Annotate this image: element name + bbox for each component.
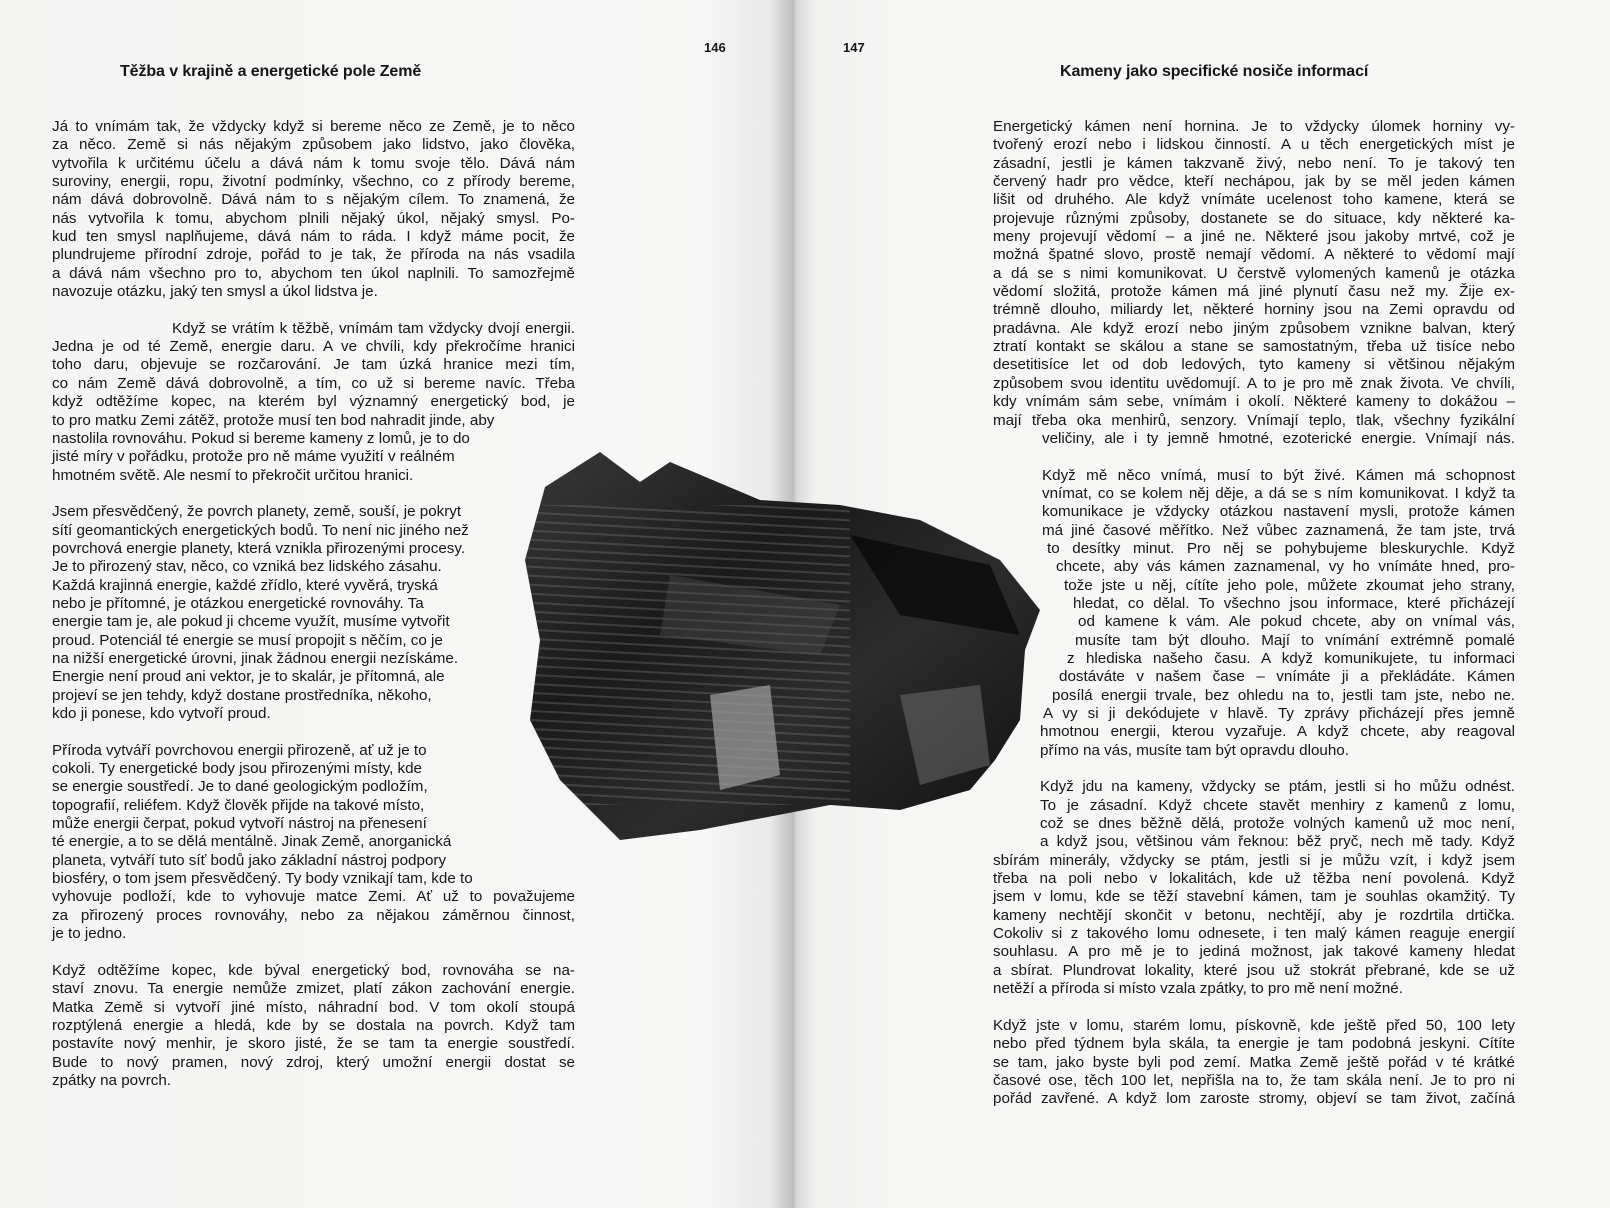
text-line: Příroda vytváří povrchovou energii přirozeně, ať už je to [52,741,427,759]
text-line: desetitisíce let od dob ledových, tyto kameny si většinou nějakým [993,356,1515,374]
text-line: povrchová energie planety, která vznikla přirozenými procesy. [52,539,466,557]
text-line: souhlasu. A pro mě je to jediná možnost, jak takové kameny hledat [993,943,1515,961]
text-line: kdy vnímám sám sebe, vnímám i okolí. Některé kameny to dokážou – [993,393,1515,411]
text-line: třeba na poli nebo v lokalitách, kde už těžba není povolená. Když [993,870,1515,888]
text-line: a když jsou, většinou vám řeknou: běž pryč, nech mě tady. Když [1040,833,1515,851]
page-number-right: 147 [843,40,865,55]
text-line: toho daru, objevuje se rozčarování. Je tam úzká hranice mezi tím, [52,356,575,374]
text-line: se tam, jako byste byli pod zemí. Matka Země ještě pořád v té krátké [993,1053,1515,1071]
text-line: za přirozený proces rovnováhy, nebo za nějakou záměrnou činnost, [52,906,575,924]
text-line: Cokoliv si z takového lomu odnesete, i ten malý kámen reaguje energií [993,925,1515,943]
text-line: tože jste u něj, cítíte jeho pole, můžete zkoumat jeho strany, [1064,576,1515,594]
text-line: chcete, aby vás kámen zaznamenal, vy ho vnímáte hned, pro- [1056,558,1515,576]
text-line: od kamene k vám. Ale pokud chcete, aby on vnímal vás, [1078,613,1515,631]
text-line: Když se vrátím k těžbě, vnímám tam vždycky dvojí energii. [172,319,575,337]
text-line: vnímat, co se kolem něj děje, a dá se s ním komunikovat. I když ta [1042,484,1515,502]
text-line: zásadní, jestli je kámen takzvaně živý, nebo není. To je takový ten [993,154,1515,172]
text-line: a dá se s nimi komunikovat. U čerstvě vylomených kamenů je otázka [993,264,1515,282]
text-line: meny projevují vědomí – a jiné ne. Některé jsou jakoby mrtvé, což je [993,228,1515,246]
text-line: Jedna je od té Země, energie daru. A ve chvíli, kdy překročíme hranici [52,338,575,356]
text-line: topografií, reliéfem. Když člověk přijde na takové místo, [52,796,425,814]
text-line: možná špatné slovo, prostě nemají vědomí. A některé to vědomí mají [993,246,1515,264]
text-line: plundrujeme přírodní zdroje, pořád to je tak, že příroda na nás vsadila [52,246,575,264]
text-line: veličiny, ale i ty jemně hmotné, ezoterické energie. Vnímají nás. [1042,429,1515,447]
text-line: nás vytvořila k tomu, abychom plnili nějaký úkol, nějaký smysl. Po- [52,209,575,227]
text-line: Každá krajinná energie, každé zřídlo, které vyvěrá, tryská [52,576,438,594]
text-line: komunikace je vždycky otázkou nastavení mysli, protože kámen [1042,503,1515,521]
text-line: když odtěžíme kopec, na kterém byl významný energetický bod, je [52,393,575,411]
text-line: navozuje otázku, jaký ten smysl a úkol lidstva je. [52,283,378,301]
text-line: biosféry, o tom jsem přesvědčený. Ty body vznikají tam, kde to [52,870,473,888]
text-line: té energie, a to se dělá mentálně. Jinak Země, anorganická [52,833,452,851]
text-line: sítí geomantických energetických bodů. To není nic jiného než [52,521,469,539]
text-line: časové ose, těch 100 let, nepřišla na to, že tam skála není. Je to pro ni [993,1071,1515,1089]
text-line: co nám Země dává dobrovolně, a tím, co už si bereme navíc. Třeba [52,374,575,392]
text-line: přímo na vás, musíte tam být opravdu dlouho. [1040,741,1349,759]
text-line: to pro matku Zemi zátěž, protože musí ten bod nahradit jinde, aby [52,411,495,429]
right-page-text [993,118,1515,1109]
text-line: energie tam je, ale pokud ji chceme využít, musíme vytvořit [52,613,450,631]
text-line: rozptýlená energie a hledá, kde by se dostala na povrch. Když tam [52,1016,575,1034]
text-line: kameny nechtějí skončit v betonu, nechtějí, aby je rozdrtila drtička. [993,906,1515,924]
text-line: jisté míry v pořádku, protože pro ně máme využití v reálném [52,448,455,466]
text-line: jsem v lomu, kde se těží stavební kámen, tam je souhlas okamžitý. Ty [993,888,1515,906]
text-line: musíte tam být dlouho. Mají to vnímání extrémně pomalé [1075,631,1515,649]
text-line: je to jedno. [52,925,127,943]
text-line: může energii čerpat, pokud vytvoří nástroj na přenesení [52,815,427,833]
text-line: cokoli. Ty energetické body jsou přirozenými místy, kde [52,760,423,778]
text-line: červený hadr pro vědce, kteří nechápou, jak by se měl jeden kámen [993,173,1515,191]
text-line: projeví se jen tehdy, když dostane prostředníka, někoho, [52,686,432,704]
text-line: proud. Potenciál té energie se musí propojit s něčím, co je [52,631,443,649]
text-line: postavíte nový menhir, je skoro jisté, že se tam ta energie soustředí. [52,1035,575,1053]
text-line: kud ten smysl naplňujeme, dává nám to ráda. I když máme pocit, že [52,228,575,246]
text-line: hmotnou energii, kterou vyzařuje. A když chcete, aby reagoval [1040,723,1515,741]
text-line: dostáváte v našem čase – vnímáte ji a překládáte. Kámen [1059,668,1515,686]
text-line: nebo je přítomné, je otázkou energetické rovnováhy. Ta [52,594,424,612]
text-line: na nižší energetické úrovni, jinak žádnou energii nezískáme. [52,649,459,667]
text-line: suroviny, energii, ropu, životní podmínky, všechno, co z přírody bereme, [52,173,575,191]
text-line: planeta, vytváří tuto síť bodů jako základní nástroj podpory [52,851,447,869]
running-title-left: Těžba v krajině a energetické pole Země [120,63,422,80]
text-line: Když mě něco vnímá, musí to být živé. Kámen má schopnost [1042,466,1515,484]
text-line: způsobem svou identitu uvědomují. A to je pro mě znak života. Ve chvíli, [993,374,1515,392]
text-line: hledat, co dělal. To všechno jsou informace, které přicházejí [1073,594,1515,612]
text-line: staví znovu. Ta energie nemůže zmizet, platí zákon zachování energie. [52,980,575,998]
text-line: to desítky minut. Pro něj se pohybujeme bleskurychle. Když [1047,539,1515,557]
text-line: nastolila rovnováhu. Pokud si bereme kameny z lomů, je to do [52,429,470,447]
text-line: Energie není proud ani vektor, je to skalár, je přítomná, ale [52,668,445,686]
text-line: z hlediska našeho času. A když komunikujete, tu informaci [1067,649,1515,667]
text-line: Energetický kámen není hornina. Je to vždycky úlomek horniny vy- [993,118,1515,135]
text-line: Já to vnímám tak, že vždycky když si bereme něco ze Země, je to něco [52,118,575,135]
text-line: lišit od druhého. Ale když vnímáte ucelenost toho kamene, která se [993,191,1515,209]
text-line: což se dnes běžně dělá, protože volných kamenů už moc není, [1040,815,1515,833]
text-line: zpátky na povrch. [52,1071,172,1089]
text-line: trémně dlouho, miliardy let, některé horniny jsou na Zemi opravdu od [993,301,1515,319]
text-line: A vy si ji dekódujete v hlavě. Ty zprávy přicházejí přes jemně [1043,705,1515,722]
left-page-text [52,118,575,1090]
text-line: Je to přirozený stav, něco, co vzniká bez lidského zásahu. [52,558,442,576]
text-line: posílá energii trvale, bez ohledu na to, jestli tam jste, nebo ne. [1052,686,1515,704]
text-line: pradávna. Ale když erozí nebo jiným způsobem vznikne balvan, který [993,319,1515,337]
text-line: za něco. Země si nás nějakým způsobem jako lidstvo, jako člověka, [52,136,575,154]
text-line: Jsem přesvědčený, že povrch planety, země, souší, je pokryt [52,503,462,521]
text-line: vědomí složitá, protože kámen má jiné plynutí času než my. Žije ex- [993,283,1515,301]
text-line: Když jdu na kameny, vždycky se ptám, jestli si ho můžu odnést. [1040,778,1515,796]
page-number-left: 146 [704,40,726,55]
text-line: kdo ji ponese, kdo vytvoří proud. [52,705,271,722]
text-line: sbírám minerály, vždycky se ptám, jestli si je můžu vzít, i když jsem [993,851,1515,869]
running-title-right: Kameny jako specifické nosiče informací [1060,63,1369,80]
text-line: nebo před týdnem byla skála, ta energie je tam podobná jeskyni. Cítíte [993,1035,1515,1053]
text-line: mají třeba oka menhirů, senzory. Vnímají teplo, tlak, všechny fyzikální [993,411,1515,429]
text-line: pořád zavřené. A když lom zaroste stromy, objeví se tam život, začíná [993,1090,1515,1108]
text-line: vytvořila k určitému účelu a dává nám k tomu svoje tělo. Dává nám [52,154,575,172]
text-line: se energie soustředí. Je to dané geologickým podložím, [52,778,428,796]
text-line: To je zásadní. Když chcete stavět menhiry z kamenů z lomu, [1040,796,1515,814]
text-line: Matka Země si vytvoří jiné místo, náhradní bod. V tom okolí stoupá [52,998,575,1016]
text-line: Když odtěžíme kopec, kde býval energetický bod, rovnováha se na- [52,961,575,979]
text-line: vyhovuje podloží, kde to vyhovuje matce Zemi. Ať už to považujeme [52,888,575,906]
text-line: netěží a příroda si místo vzala zpátky, to pro mě není možné. [993,980,1403,998]
text-line: tvořený erozí nebo i lidskou činností. A u těch energetických míst je [993,136,1515,154]
text-line: ztratí kontakt se skálou a stane se samostatným, třeba už tisíce nebo [993,338,1515,356]
text-line: a sbírat. Plundrovat lokality, které jsou už stokrát přebrané, kde se už [993,961,1515,979]
text-line: hmotném světě. Ale nesmí to překročit určitou hranici. [52,466,414,484]
text-line: má jiné časové měřítko. Než vůbec zaznamená, že tam jste, trvá [1042,521,1515,539]
rock-photo [520,445,1050,850]
text-line: a dává nám všechno pro to, abychom ten úkol naplnili. To samozřejmě [52,264,575,282]
text-line: nám dává dobrovolně. Dává nám to s nějakým cílem. To znamená, že [52,191,575,209]
text-line: Když jste v lomu, starém lomu, pískovně, kde ještě před 50, 100 lety [993,1016,1515,1034]
text-line: Bude to nový pramen, nový zdroj, který umožní energii dostat se [52,1053,575,1071]
text-line: projevuje různými způsoby, dostanete se do situace, kdy některé ka- [993,209,1515,227]
